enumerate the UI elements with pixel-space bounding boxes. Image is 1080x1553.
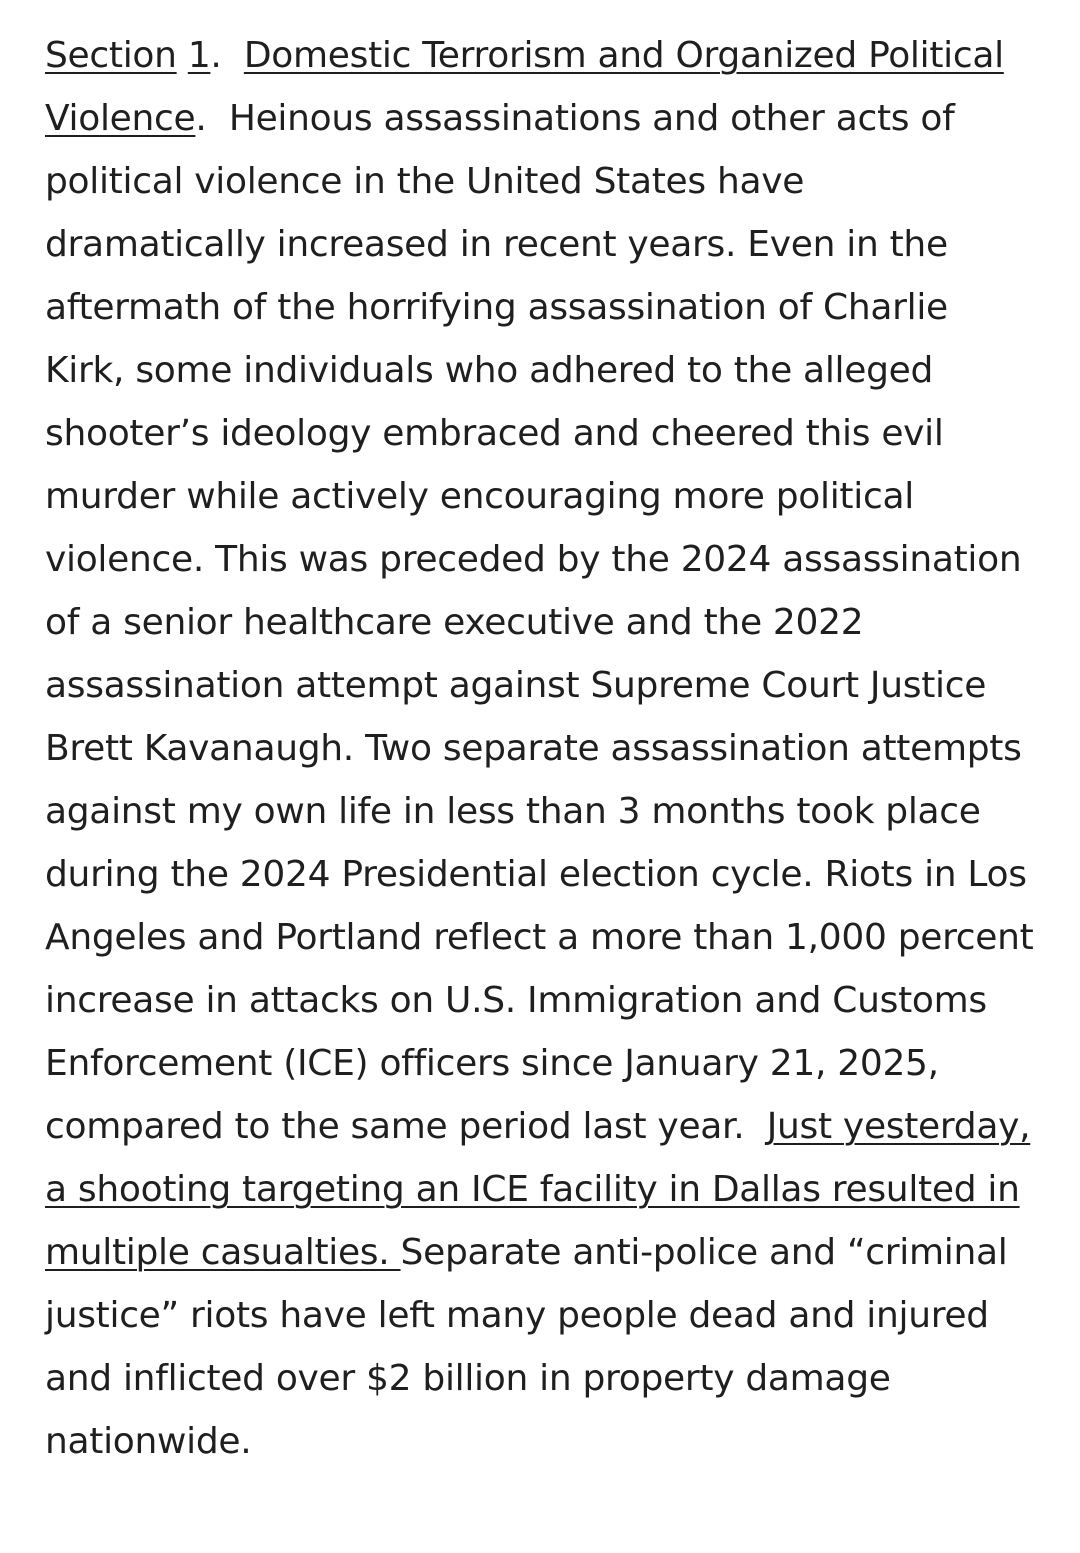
section-heading: Domestic Terrorism and Organized Political Violence [45, 35, 1004, 139]
section-closing-text: Separate anti-police and “criminal justice” riots have left many people dead and injured and inflicted over $2 billion in property damage nationwide. [45, 1232, 1008, 1462]
section-intro-text: Heinous assassinations and other acts of political violence in the United States have dramatically increased in recent years. Even in the aftermath of the horrifying assassination of Charlie Kirk, some individuals who adhered to the alleged shooter’s ideology embraced and cheered this evil murder while actively encouraging more political violence. This was preceded by the 2024 assassination of a senior healthcare executive and the 2022 assassination attempt against Supreme Court Justice Brett Kavanaugh. Two separate assassination attempts against my own life in less than 3 months took place during the 2024 Presidential election cycle. Riots in Los Angeles and Portland reflect a more than 1,000 percent increase in attacks on U.S. Immigration and Customs Enforcement (ICE) officers since January 21, 2025, compared to the same period last year. [45, 98, 1034, 1147]
section-label: Section [45, 35, 177, 76]
section-number: 1 [187, 35, 211, 76]
dallas-shooting-sentence: Just yesterday, a shooting targeting an ICE facility in Dallas resulted in multiple casualties. [45, 1106, 1031, 1273]
section-1-paragraph: Section 1. Domestic Terrorism and Organized Political Violence. Heinous assassinations and other acts of political violence in the United States have dramatically increased in recent years. Even in the aftermath of the horrifying assassination of Charlie Kirk, some individuals who adhered to the alleged shooter’s ideology embraced and cheered this evil murder while actively encouraging more political violence. This was preceded by the 2024 assassination of a senior healthcare executive and the 2022 assassination attempt against Supreme Court Justice Brett Kavanaugh. Two separate assassination attempts against my own life in less than 3 months took place during the 2024 Presidential election cycle. Riots in Los Angeles and Portland reflect a more than 1,000 percent increase in attacks on U.S. Immigration and Customs Enforcement (ICE) officers since January 21, 2025, compared to the same period last year. Just yesterday, a shooting targeting an ICE facility in Dallas resulted in multiple casualties. Separate anti-police and “criminal justice” riots have left many people dead and injured and inflicted over $2 billion in property damage nationwide. [45, 35, 1034, 1462]
